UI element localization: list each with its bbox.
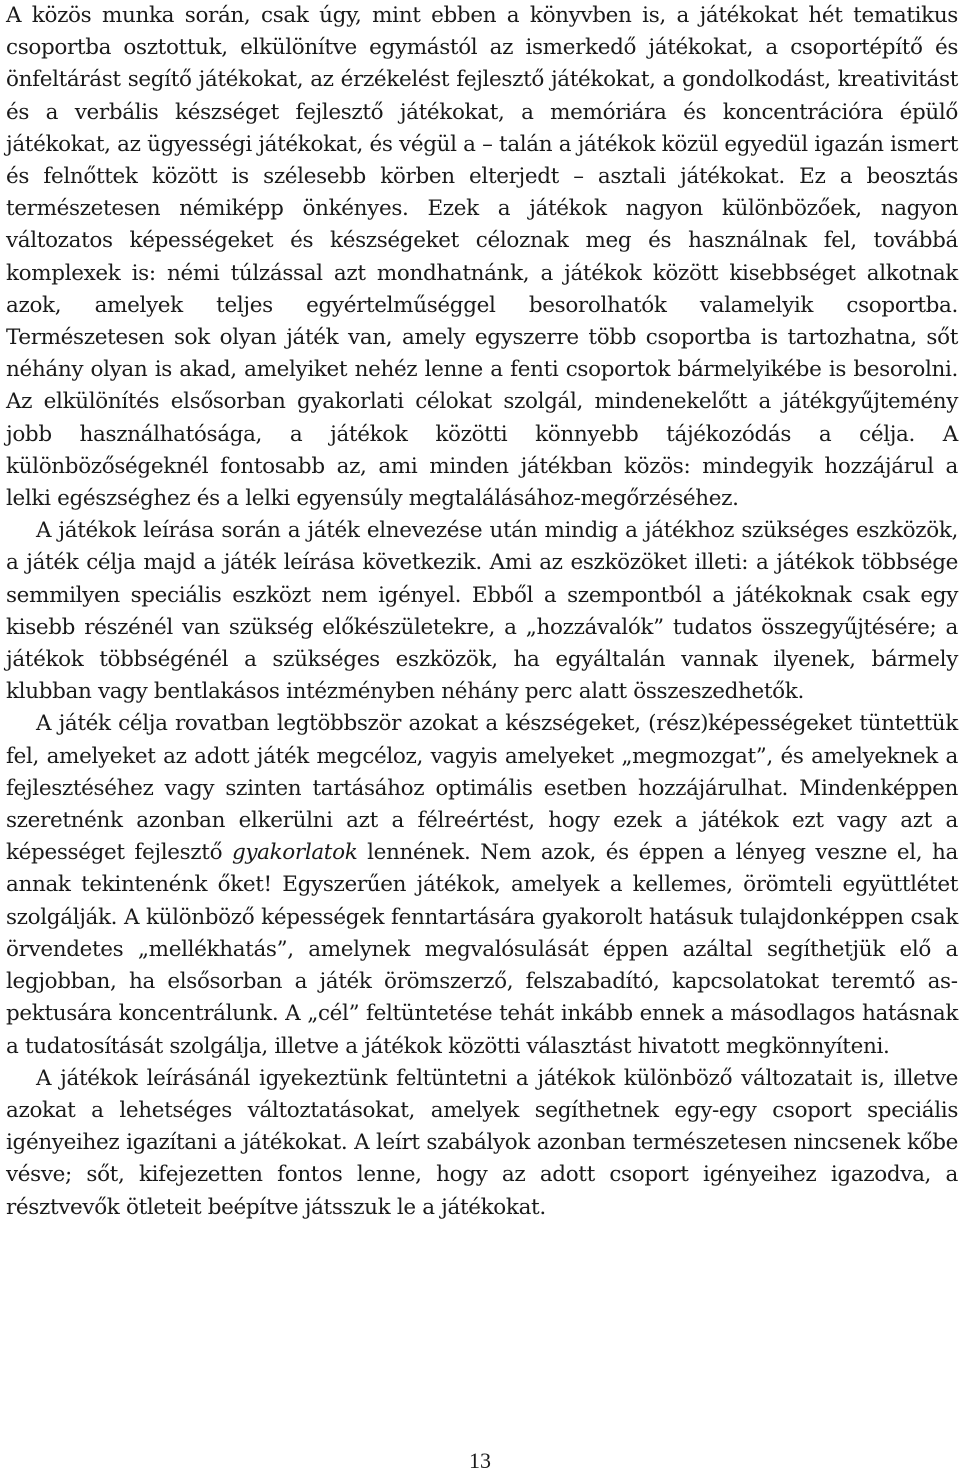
paragraph-4: A játékok leírásánál igyekeztünk feltüntetni a játékok különböző változatait is, illetve azokat a lehetséges változtatásokat, amelyek segíthetnek egy-egy csoport speciális igényeihez igazítani a játékokat. A leírt szabályok azonban természetesen nincsenek kőbe vésve; sőt, kifejezetten fontos lenne, hogy az adott csoport igényeihez igazodva, a résztvevők ötleteit beépítve játsszuk le a játékokat.	[6, 1065, 958, 1220]
paragraph-1: A közös munka során, csak úgy, mint ebben a könyvben is, a játékokat hét tematikus csoportba osztottuk, elkülönítve egymástól az ismerkedő játékokat, a csoportépítő és önfeltárást segítő játékokat, az érzékelést fejlesztő játékokat, a gondolkodást, kreativitást és a verbális készséget fejlesztő játékokat, a memóriára és koncentrációra épülő játékokat, az ügyességi játékokat, és végül a – talán a játékok közül egyedül igazán ismert és felnőttek között is szélesebb körben elterjedt – asztali játékokat. Ez a beosztás természetesen némiképp önkényes. Ezek a játékok nagyon különbözőek, nagyon változatos képességeket és készségeket céloznak meg és használnak fel, továbbá komplexek is: némi túlzással azt mondhatnánk, a játékok között kisebbséget alkotnak azok, amelyek teljes egyértelműséggel besorolhatók valamelyik csoportba. Természetesen sok olyan játék van, amely egyszerre több csoportba is tartozhatna, sőt néhány olyan is akad, amelyiket nehéz lenne a fenti csoportok bármelyikébe is besorolni. Az elkülönítés elsősorban gyakorlati célokat szolgál, mindenekelőtt a játékgyűjtemény jobb használhatósága, a játékok közötti könnyebb tájékozódás a célja. A különbözőségeknél fontosabb az, ami minden játékban közös: mindegyik hozzájárul a lelki egészséghez és a lelki egyensúly megtalálásához-megőrzéséhez.	[6, 3, 958, 512]
page-number: 13	[469, 1448, 491, 1473]
paragraph-2: A játékok leírása során a játék elnevezése után mindig a játékhoz szükséges eszközök, a játék célja majd a játék leírása következik. Ami az eszközöket illeti: a játékok többsége semmilyen speciális eszközt nem igényel. Ebből a szempontból a játékoknak csak egy kisebb részénél van szükség előkészületekre, a „hozzávalók” tudatos összegyűjtésére; a játékok többségénél a szükséges eszközök, ha egyáltalán vannak ilyenek, bármely klubban vagy bentlakásos intézményben néhány perc alatt összeszedhetők.	[6, 518, 958, 705]
page-body	[6, 0, 958, 1224]
emphasized-word: gyakorlatok	[231, 840, 358, 866]
paragraph-3: A játék célja rovatban legtöbbször azokat a készségeket, (rész)képességeket tüntettük fel, amelyeket az adott játék megcéloz, vagyis amelyeket „megmozgat”, és amelyeknek a fejlesztéséhez vagy szinten tartásához optimális esetben hozzájárulhat. Mindenképpen szeretnénk azonban elkerülni azt a félreértést, hogy ezek a játékok ezt vagy azt a képességet fejlesztő gyakorlatok lennének. Nem azok, és éppen a lényeg veszne el, ha annak tekintenénk őket! Egyszerűen játékok, amelyek a kellemes, örömteli együttlétet szolgálják. A különböző képességek fenntartására gyakorolt hatásuk tulajdonképpen csak örvendetes „mellékhatás”, amelynek megvalósulását éppen azáltal segíthetjük elő a legjobban, ha elsősorban a játék örömszerző, felszabadító, kapcsolatokat teremtő aspektusára koncentrálunk. A „cél” feltüntetése tehát inkább ennek a másodlagos hatásnak a tudatosítását szolgálja, illetve a játékok közötti választást hivatott megkönnyíteni.	[6, 711, 959, 1059]
